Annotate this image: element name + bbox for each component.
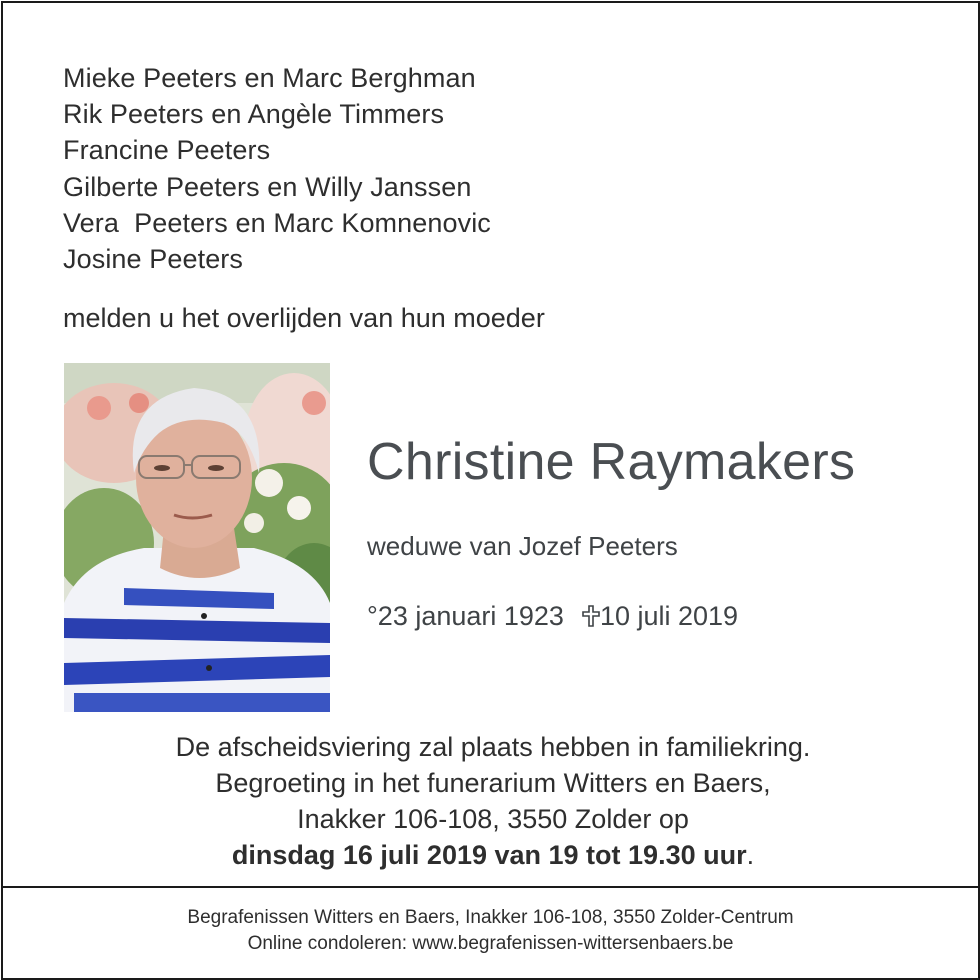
family-member: Josine Peeters (63, 244, 243, 275)
relation-text: weduwe van Jozef Peeters (367, 531, 678, 561)
deceased-name: Christine Raymakers (367, 433, 856, 491)
birth-date: °23 januari 1923 (367, 601, 564, 631)
ceremony-date: dinsdag 16 juli 2019 van 19 tot 19.30 uur (231, 840, 747, 870)
portrait-photo (64, 363, 330, 712)
family-member: Vera Peeters en Marc Komnenovic (63, 207, 491, 238)
ceremony-line: Inakker 106-108, 3550 Zolder op (297, 804, 689, 834)
life-dates (367, 601, 738, 632)
announcement-text: melden u het overlijden van hun moeder (63, 303, 545, 333)
footer (3, 905, 978, 957)
funeral-company: Begrafenissen Witters en Baers, Inakker 106-108, 3550 Zolder-Centrum (187, 907, 794, 928)
obituary-card (1, 1, 980, 980)
family-member: Francine Peeters (63, 135, 271, 166)
cross-icon (582, 603, 600, 625)
ceremony-details (63, 729, 923, 873)
ceremony-date-end: . (746, 840, 755, 870)
family-member: Rik Peeters en Angèle Timmers (63, 99, 445, 130)
family-member: Gilberte Peeters en Willy Janssen (63, 171, 472, 202)
footer-divider (3, 886, 978, 888)
death-date: 10 juli 2019 (599, 601, 739, 631)
ceremony-line: Begroeting in het funerarium Witters en Baers, (215, 768, 771, 798)
family-list (63, 60, 491, 277)
ceremony-date-line (63, 837, 923, 873)
family-member: Mieke Peeters en Marc Berghman (63, 63, 476, 93)
online-condolence: Online condoleren: www.begrafenissen-wittersenbaers.be (247, 933, 734, 954)
ceremony-line: De afscheidsviering zal plaats hebben in familiekring. (175, 732, 811, 762)
